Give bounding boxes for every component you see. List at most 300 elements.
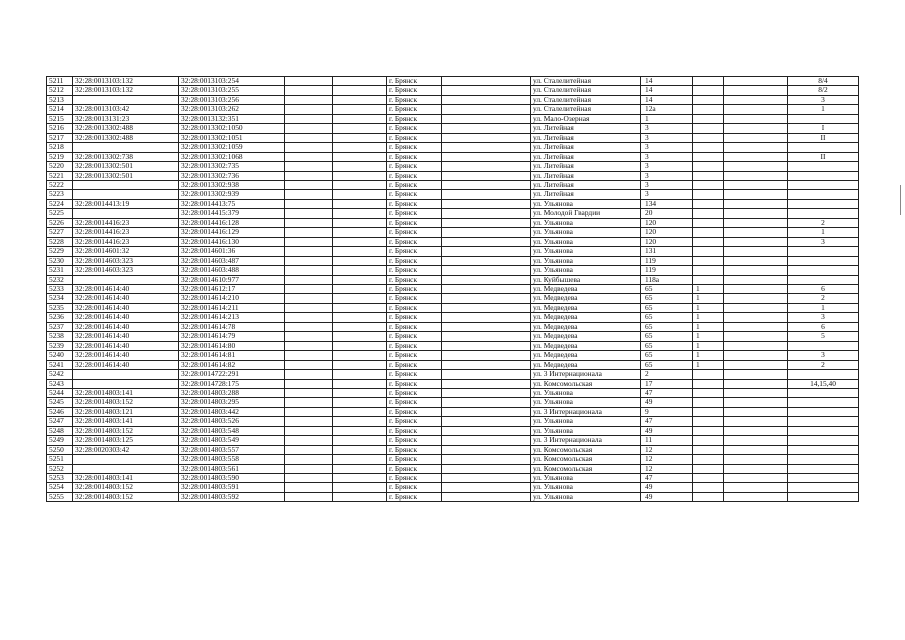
cell-row-number: 5217 (47, 133, 73, 142)
cell-building-number: 1 (693, 284, 724, 293)
cell-col-empty-c (442, 398, 531, 407)
cell-col-empty-c (442, 171, 531, 180)
cell-col-empty-d (724, 426, 788, 435)
cell-col-empty-a (285, 95, 333, 104)
cell-apartment (788, 407, 859, 416)
cell-col-empty-a (285, 455, 333, 464)
table-row (47, 332, 859, 341)
cell-building-number (693, 388, 724, 397)
table-row (47, 256, 859, 265)
cell-col-empty-d (724, 483, 788, 492)
cell-col-empty-c (442, 332, 531, 341)
cell-col-empty-b (333, 171, 387, 180)
cell-col-empty-c (442, 426, 531, 435)
cell-city: г. Брянск (387, 445, 442, 454)
cell-col-empty-d (724, 388, 788, 397)
cell-apartment (788, 388, 859, 397)
cell-city: г. Брянск (387, 341, 442, 350)
cell-row-number: 5230 (47, 256, 73, 265)
cell-parcel-number: 32:28:0013103:42 (73, 105, 179, 114)
cell-house-number: 65 (641, 294, 693, 303)
cell-col-empty-a (285, 294, 333, 303)
cell-street: ул. Литейная (531, 124, 641, 133)
cell-house-number: 14 (641, 95, 693, 104)
cell-col-empty-b (333, 247, 387, 256)
cell-col-empty-b (333, 351, 387, 360)
cell-city: г. Брянск (387, 407, 442, 416)
table-row (47, 474, 859, 483)
table-row (47, 190, 859, 199)
cell-col-empty-d (724, 436, 788, 445)
cell-city: г. Брянск (387, 388, 442, 397)
cell-col-empty-b (333, 436, 387, 445)
cell-col-empty-a (285, 133, 333, 142)
cell-city: г. Брянск (387, 247, 442, 256)
cell-street: ул. Мало-Озерная (531, 114, 641, 123)
cell-city: г. Брянск (387, 284, 442, 293)
table-row (47, 294, 859, 303)
table-row (47, 284, 859, 293)
cell-parcel-number (73, 455, 179, 464)
cell-row-number: 5250 (47, 445, 73, 454)
cell-house-number: 120 (641, 218, 693, 227)
cell-parcel-number: 32:28:0014803:121 (73, 407, 179, 416)
table-row (47, 143, 859, 152)
table-row (47, 322, 859, 331)
cell-col-empty-c (442, 190, 531, 199)
cell-parcel-number: 32:28:0014803:141 (73, 417, 179, 426)
cell-col-empty-d (724, 143, 788, 152)
cell-col-empty-d (724, 341, 788, 350)
cell-house-number: 2 (641, 370, 693, 379)
table-row (47, 237, 859, 246)
cell-col-empty-d (724, 218, 788, 227)
cell-col-empty-b (333, 464, 387, 473)
cell-col-empty-c (442, 114, 531, 123)
cell-parcel-number: 32:28:0014413:19 (73, 199, 179, 208)
cell-house-number: 47 (641, 417, 693, 426)
cell-col-empty-b (333, 190, 387, 199)
cell-col-empty-a (285, 351, 333, 360)
cell-apartment: I (788, 124, 859, 133)
cell-city: г. Брянск (387, 199, 442, 208)
cell-house-number: 49 (641, 426, 693, 435)
cell-row-number: 5237 (47, 322, 73, 331)
cell-col-empty-d (724, 474, 788, 483)
cell-col-empty-b (333, 162, 387, 171)
cell-col-empty-c (442, 294, 531, 303)
cell-city: г. Брянск (387, 256, 442, 265)
cell-col-empty-d (724, 379, 788, 388)
cell-street: ул. Комсомольская (531, 464, 641, 473)
cell-col-empty-b (333, 275, 387, 284)
cell-row-number: 5226 (47, 218, 73, 227)
table-row (47, 218, 859, 227)
cell-street: ул. Ульянова (531, 492, 641, 501)
cell-parcel-number: 32:28:0014614:40 (73, 360, 179, 369)
cell-house-number: 65 (641, 360, 693, 369)
cell-col-empty-d (724, 492, 788, 501)
cell-house-number: 14 (641, 77, 693, 86)
cell-object-number: 32:28:0014803:549 (179, 436, 285, 445)
cell-col-empty-b (333, 180, 387, 189)
cell-parcel-number (73, 95, 179, 104)
cell-building-number: 1 (693, 341, 724, 350)
cell-house-number: 12 (641, 455, 693, 464)
cell-col-empty-d (724, 322, 788, 331)
cell-col-empty-a (285, 398, 333, 407)
table-row (47, 171, 859, 180)
cell-col-empty-a (285, 341, 333, 350)
cell-city: г. Брянск (387, 417, 442, 426)
cell-street: ул. Литейная (531, 190, 641, 199)
cell-row-number: 5215 (47, 114, 73, 123)
cell-apartment: 1 (788, 105, 859, 114)
cell-object-number: 32:28:0013302:735 (179, 162, 285, 171)
cell-street: ул. Ульянова (531, 417, 641, 426)
cell-object-number: 32:28:0013302:1051 (179, 133, 285, 142)
cell-row-number: 5212 (47, 86, 73, 95)
cell-city: г. Брянск (387, 398, 442, 407)
registry-table (46, 76, 859, 502)
cell-street: ул. Литейная (531, 133, 641, 142)
cell-row-number: 5219 (47, 152, 73, 161)
table-row (47, 114, 859, 123)
cell-building-number (693, 77, 724, 86)
cell-col-empty-b (333, 95, 387, 104)
cell-parcel-number: 32:28:0014603:323 (73, 256, 179, 265)
cell-col-empty-a (285, 77, 333, 86)
cell-col-empty-c (442, 370, 531, 379)
cell-apartment: 8/4 (788, 77, 859, 86)
cell-house-number: 11 (641, 436, 693, 445)
cell-col-empty-a (285, 228, 333, 237)
cell-object-number: 32:28:0014803:558 (179, 455, 285, 464)
cell-house-number: 20 (641, 209, 693, 218)
cell-house-number: 3 (641, 162, 693, 171)
cell-apartment (788, 114, 859, 123)
cell-object-number: 32:28:0014803:548 (179, 426, 285, 435)
cell-street: ул. Куйбышева (531, 275, 641, 284)
cell-col-empty-c (442, 474, 531, 483)
cell-col-empty-d (724, 464, 788, 473)
cell-apartment (788, 275, 859, 284)
cell-apartment (788, 426, 859, 435)
cell-apartment (788, 209, 859, 218)
cell-col-empty-d (724, 445, 788, 454)
cell-col-empty-a (285, 332, 333, 341)
cell-parcel-number: 32:28:0014803:125 (73, 436, 179, 445)
table-row (47, 199, 859, 208)
cell-row-number: 5236 (47, 313, 73, 322)
cell-house-number: 120 (641, 237, 693, 246)
cell-street: ул. Ульянова (531, 483, 641, 492)
cell-col-empty-b (333, 332, 387, 341)
cell-parcel-number: 32:28:0013302:488 (73, 124, 179, 133)
cell-col-empty-d (724, 133, 788, 142)
cell-building-number (693, 86, 724, 95)
cell-parcel-number: 32:28:0014803:152 (73, 426, 179, 435)
cell-building-number (693, 256, 724, 265)
cell-parcel-number: 32:28:0014803:152 (73, 398, 179, 407)
table-row (47, 407, 859, 416)
cell-apartment (788, 143, 859, 152)
cell-col-empty-d (724, 455, 788, 464)
cell-building-number (693, 133, 724, 142)
cell-object-number: 32:28:0014415:379 (179, 209, 285, 218)
table-row (47, 360, 859, 369)
cell-object-number: 32:28:0014614:80 (179, 341, 285, 350)
cell-col-empty-c (442, 417, 531, 426)
cell-building-number (693, 218, 724, 227)
cell-col-empty-c (442, 407, 531, 416)
registry-sheet (46, 76, 859, 502)
cell-col-empty-c (442, 360, 531, 369)
cell-apartment (788, 256, 859, 265)
table-row (47, 152, 859, 161)
cell-city: г. Брянск (387, 294, 442, 303)
cell-col-empty-a (285, 143, 333, 152)
cell-row-number: 5220 (47, 162, 73, 171)
cell-col-empty-c (442, 464, 531, 473)
cell-city: г. Брянск (387, 464, 442, 473)
cell-parcel-number (73, 464, 179, 473)
cell-col-empty-c (442, 379, 531, 388)
cell-house-number: 119 (641, 266, 693, 275)
cell-house-number: 3 (641, 143, 693, 152)
cell-apartment: 1 (788, 228, 859, 237)
cell-city: г. Брянск (387, 171, 442, 180)
cell-col-empty-b (333, 445, 387, 454)
cell-row-number: 5214 (47, 105, 73, 114)
cell-street: ул. Ульянова (531, 199, 641, 208)
cell-apartment: 6 (788, 322, 859, 331)
cell-col-empty-b (333, 474, 387, 483)
cell-street: ул. 3 Интернационала (531, 370, 641, 379)
cell-city: г. Брянск (387, 436, 442, 445)
cell-apartment (788, 455, 859, 464)
cell-parcel-number: 32:28:0014803:141 (73, 474, 179, 483)
cell-col-empty-d (724, 275, 788, 284)
cell-parcel-number: 32:28:0014416:23 (73, 237, 179, 246)
table-row (47, 124, 859, 133)
cell-col-empty-c (442, 256, 531, 265)
cell-col-empty-a (285, 407, 333, 416)
cell-street: ул. Медведева (531, 332, 641, 341)
table-row (47, 180, 859, 189)
cell-apartment: 3 (788, 313, 859, 322)
cell-street: ул. Ульянова (531, 398, 641, 407)
cell-col-empty-a (285, 180, 333, 189)
table-row (47, 388, 859, 397)
cell-house-number: 49 (641, 483, 693, 492)
cell-col-empty-b (333, 86, 387, 95)
cell-col-empty-b (333, 124, 387, 133)
cell-col-empty-c (442, 228, 531, 237)
cell-city: г. Брянск (387, 209, 442, 218)
cell-building-number (693, 379, 724, 388)
cell-col-empty-d (724, 303, 788, 312)
cell-building-number: 1 (693, 322, 724, 331)
cell-parcel-number: 32:28:0013302:501 (73, 162, 179, 171)
cell-object-number: 32:28:0014728:175 (179, 379, 285, 388)
cell-apartment: 14,15,40 (788, 379, 859, 388)
cell-city: г. Брянск (387, 313, 442, 322)
cell-apartment (788, 483, 859, 492)
cell-house-number: 119 (641, 256, 693, 265)
cell-row-number: 5243 (47, 379, 73, 388)
cell-street: ул. 3 Интернационала (531, 436, 641, 445)
cell-building-number (693, 445, 724, 454)
cell-building-number: 1 (693, 294, 724, 303)
table-row (47, 370, 859, 379)
cell-apartment: 6 (788, 284, 859, 293)
cell-apartment (788, 171, 859, 180)
cell-col-empty-a (285, 247, 333, 256)
cell-street: ул. Сталелитейная (531, 77, 641, 86)
cell-apartment (788, 266, 859, 275)
cell-house-number: 49 (641, 398, 693, 407)
cell-col-empty-d (724, 114, 788, 123)
cell-city: г. Брянск (387, 492, 442, 501)
cell-house-number: 3 (641, 190, 693, 199)
cell-col-empty-d (724, 124, 788, 133)
cell-object-number: 32:28:0014614:210 (179, 294, 285, 303)
cell-house-number: 65 (641, 332, 693, 341)
cell-building-number: 1 (693, 303, 724, 312)
cell-col-empty-b (333, 370, 387, 379)
cell-building-number (693, 266, 724, 275)
cell-apartment: 2 (788, 360, 859, 369)
cell-row-number: 5252 (47, 464, 73, 473)
cell-building-number (693, 464, 724, 473)
cell-row-number: 5213 (47, 95, 73, 104)
cell-col-empty-a (285, 322, 333, 331)
cell-street: ул. Литейная (531, 180, 641, 189)
cell-col-empty-d (724, 351, 788, 360)
table-row (47, 341, 859, 350)
cell-apartment (788, 398, 859, 407)
cell-house-number: 17 (641, 379, 693, 388)
cell-col-empty-d (724, 370, 788, 379)
cell-col-empty-a (285, 464, 333, 473)
cell-row-number: 5242 (47, 370, 73, 379)
cell-object-number: 32:28:0013302:1050 (179, 124, 285, 133)
cell-col-empty-d (724, 332, 788, 341)
cell-house-number: 9 (641, 407, 693, 416)
cell-object-number: 32:28:0013302:736 (179, 171, 285, 180)
cell-col-empty-a (285, 171, 333, 180)
cell-object-number: 32:28:0013302:938 (179, 180, 285, 189)
cell-city: г. Брянск (387, 133, 442, 142)
table-row (47, 133, 859, 142)
cell-building-number (693, 417, 724, 426)
cell-col-empty-c (442, 143, 531, 152)
cell-col-empty-c (442, 180, 531, 189)
cell-col-empty-d (724, 95, 788, 104)
cell-row-number: 5248 (47, 426, 73, 435)
cell-object-number: 32:28:0013302:1059 (179, 143, 285, 152)
cell-object-number: 32:28:0014803:561 (179, 464, 285, 473)
cell-col-empty-a (285, 426, 333, 435)
table-row (47, 105, 859, 114)
cell-row-number: 5244 (47, 388, 73, 397)
cell-object-number: 32:28:0014614:211 (179, 303, 285, 312)
cell-col-empty-c (442, 492, 531, 501)
cell-object-number: 32:28:0014416:129 (179, 228, 285, 237)
table-row (47, 379, 859, 388)
cell-street: ул. Ульянова (531, 426, 641, 435)
cell-house-number: 3 (641, 180, 693, 189)
cell-col-empty-d (724, 152, 788, 161)
cell-col-empty-c (442, 95, 531, 104)
cell-row-number: 5240 (47, 351, 73, 360)
cell-building-number: 1 (693, 351, 724, 360)
cell-street: ул. Сталелитейная (531, 105, 641, 114)
cell-col-empty-b (333, 483, 387, 492)
cell-street: ул. Медведева (531, 341, 641, 350)
cell-city: г. Брянск (387, 332, 442, 341)
cell-col-empty-a (285, 124, 333, 133)
cell-object-number: 32:28:0013302:1068 (179, 152, 285, 161)
cell-street: ул. Медведева (531, 322, 641, 331)
cell-col-empty-a (285, 256, 333, 265)
cell-col-empty-b (333, 77, 387, 86)
cell-parcel-number: 32:28:0014416:23 (73, 218, 179, 227)
cell-apartment (788, 341, 859, 350)
cell-street: ул. Ульянова (531, 237, 641, 246)
cell-parcel-number: 32:28:0014603:323 (73, 266, 179, 275)
cell-row-number: 5246 (47, 407, 73, 416)
cell-row-number: 5233 (47, 284, 73, 293)
cell-col-empty-a (285, 313, 333, 322)
cell-house-number: 120 (641, 228, 693, 237)
cell-building-number (693, 483, 724, 492)
cell-city: г. Брянск (387, 322, 442, 331)
table-row (47, 464, 859, 473)
cell-city: г. Брянск (387, 162, 442, 171)
cell-col-empty-b (333, 341, 387, 350)
cell-col-empty-d (724, 266, 788, 275)
cell-object-number: 32:28:0014416:130 (179, 237, 285, 246)
cell-apartment (788, 436, 859, 445)
cell-building-number (693, 398, 724, 407)
cell-col-empty-c (442, 162, 531, 171)
cell-street: ул. 3 Интернационала (531, 407, 641, 416)
cell-apartment: 2 (788, 218, 859, 227)
cell-building-number (693, 474, 724, 483)
cell-row-number: 5241 (47, 360, 73, 369)
cell-house-number: 1 (641, 114, 693, 123)
cell-col-empty-b (333, 313, 387, 322)
cell-col-empty-a (285, 474, 333, 483)
cell-house-number: 14 (641, 86, 693, 95)
cell-apartment: 2 (788, 294, 859, 303)
cell-city: г. Брянск (387, 228, 442, 237)
cell-row-number: 5224 (47, 199, 73, 208)
cell-col-empty-c (442, 284, 531, 293)
cell-col-empty-b (333, 492, 387, 501)
cell-object-number: 32:28:0014612:17 (179, 284, 285, 293)
cell-city: г. Брянск (387, 218, 442, 227)
cell-object-number: 32:28:0013132:351 (179, 114, 285, 123)
cell-house-number: 65 (641, 313, 693, 322)
cell-building-number (693, 209, 724, 218)
cell-parcel-number: 32:28:0014803:152 (73, 492, 179, 501)
cell-col-empty-c (442, 436, 531, 445)
cell-col-empty-a (285, 436, 333, 445)
cell-apartment: 3 (788, 95, 859, 104)
